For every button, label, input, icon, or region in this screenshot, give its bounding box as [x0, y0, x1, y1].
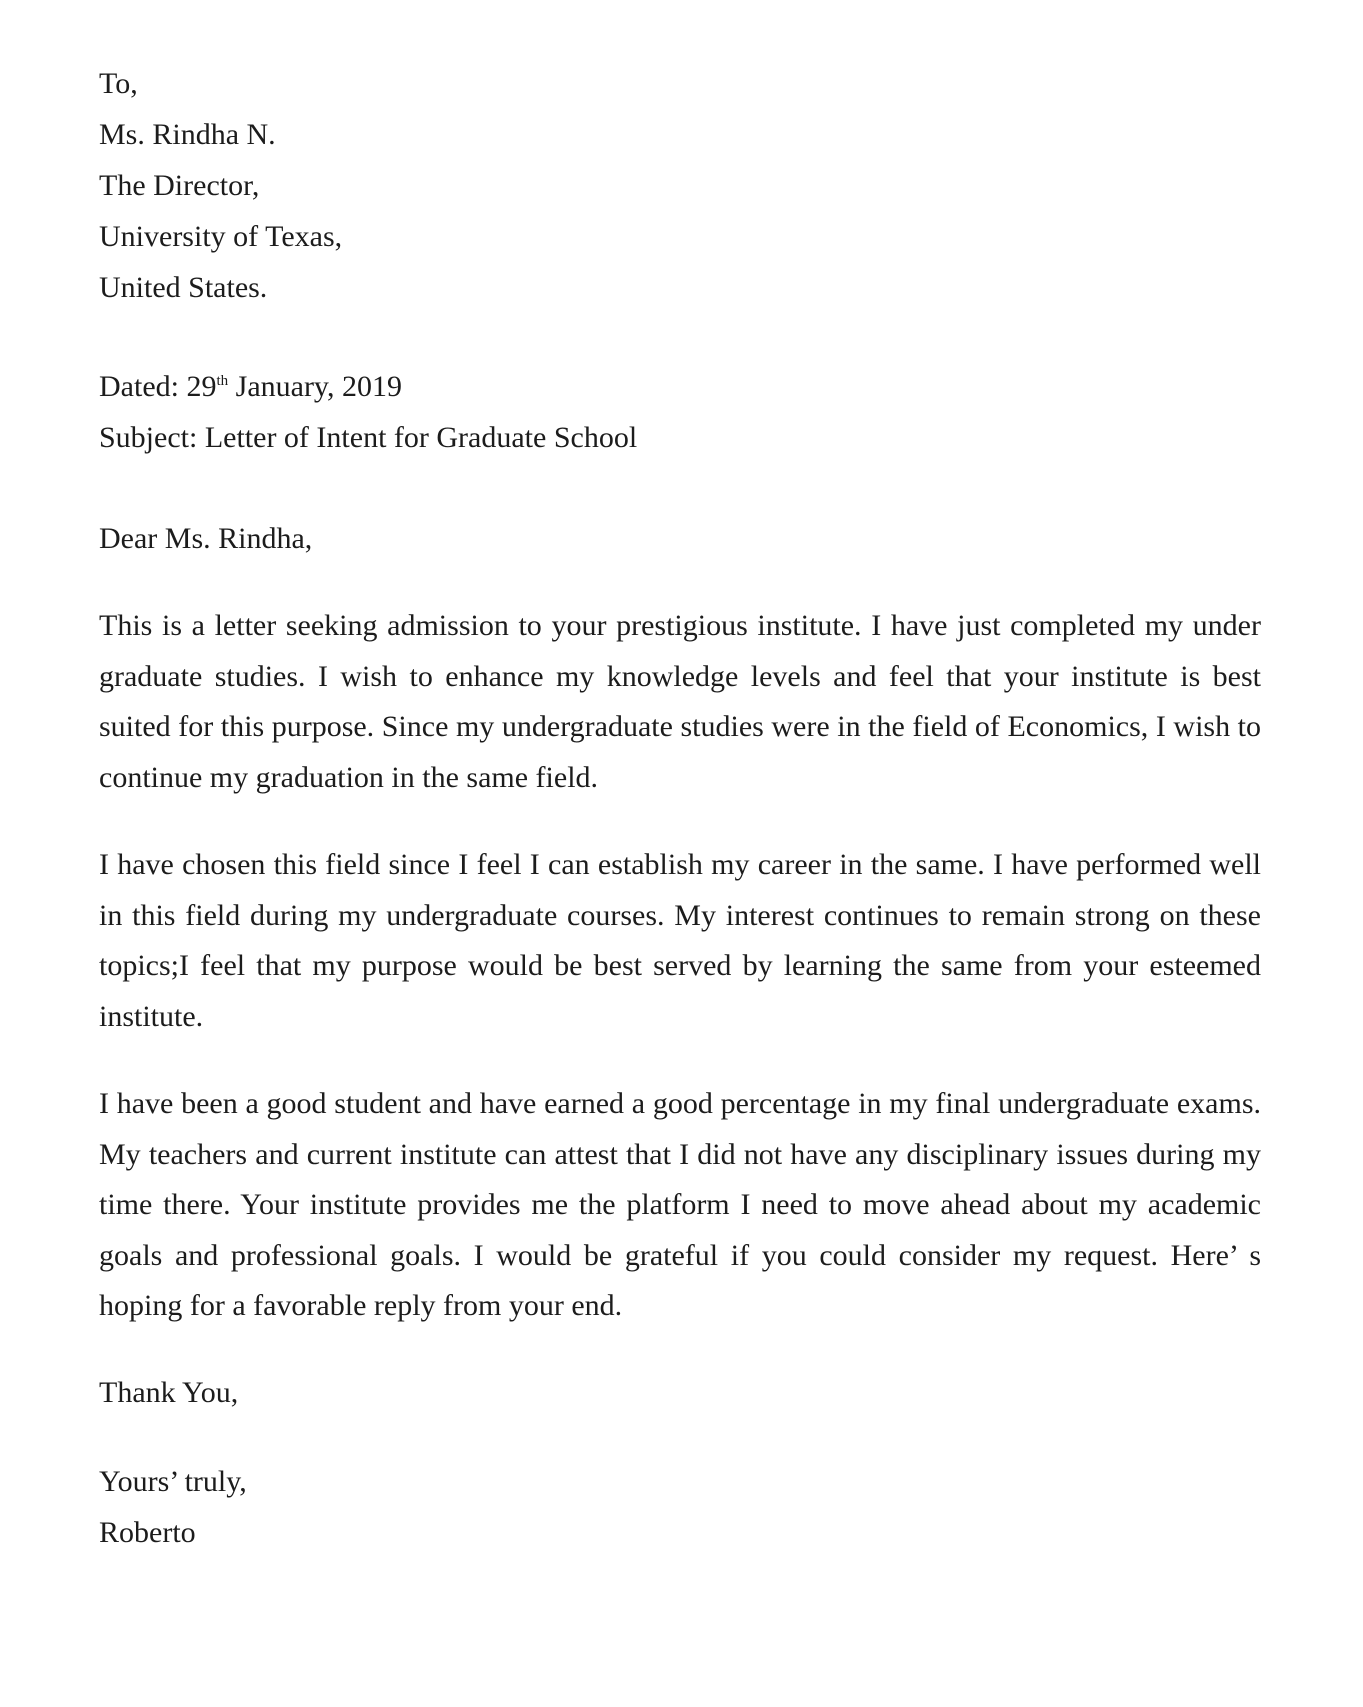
signature-name: Roberto: [99, 1515, 196, 1549]
address-line-title: The Director,: [99, 169, 260, 202]
letter-meta: [99, 361, 1261, 463]
salutation: Dear Ms. Rindha,: [99, 522, 313, 555]
letter-subject: Subject: Letter of Intent for Graduate School: [99, 421, 638, 454]
closing-line: Thank You,: [99, 1375, 239, 1409]
body-paragraph-1: This is a letter seeking admission to your prestigious institute. I have just completed my under graduate studies. I wish to enhance my knowledge levels and feel that your institute is best suited for this purpose. Since my undergraduate studies were in the field of Economics, I wish to continue my graduation in the same field.: [99, 609, 1261, 794]
address-line-country: United States.: [99, 271, 268, 304]
address-line-institution: University of Texas,: [99, 220, 343, 253]
signoff-line: Yours’ truly,: [99, 1464, 247, 1498]
address-line-name: Ms. Rindha N.: [99, 118, 276, 151]
address-line-to: To,: [99, 67, 138, 100]
body-paragraph-3: I have been a good student and have earned a good percentage in my final undergraduate exams. My teachers and current institute can attest that I did not have any disciplinary issues during my time there. Your institute provides me the platform I need to move ahead about my academic goals and professional goals. I would be grateful if you could consider my request. Here’ s hoping for a favorable reply from your end.: [99, 1087, 1261, 1322]
signoff-block: [99, 1456, 1261, 1558]
recipient-address: [99, 58, 1261, 313]
date-prefix: Dated: 29: [99, 370, 217, 403]
letter-date: [99, 361, 1261, 412]
date-ordinal: th: [216, 373, 229, 389]
body-paragraph-2: I have chosen this field since I feel I can establish my career in the same. I have performed well in this field during my undergraduate courses. My interest continues to remain strong on these topics;I feel that my purpose would be best served by learning the same from your esteemed institute.: [99, 848, 1261, 1033]
date-suffix: January, 2019: [228, 370, 402, 403]
letter-page: [99, 58, 1261, 1558]
